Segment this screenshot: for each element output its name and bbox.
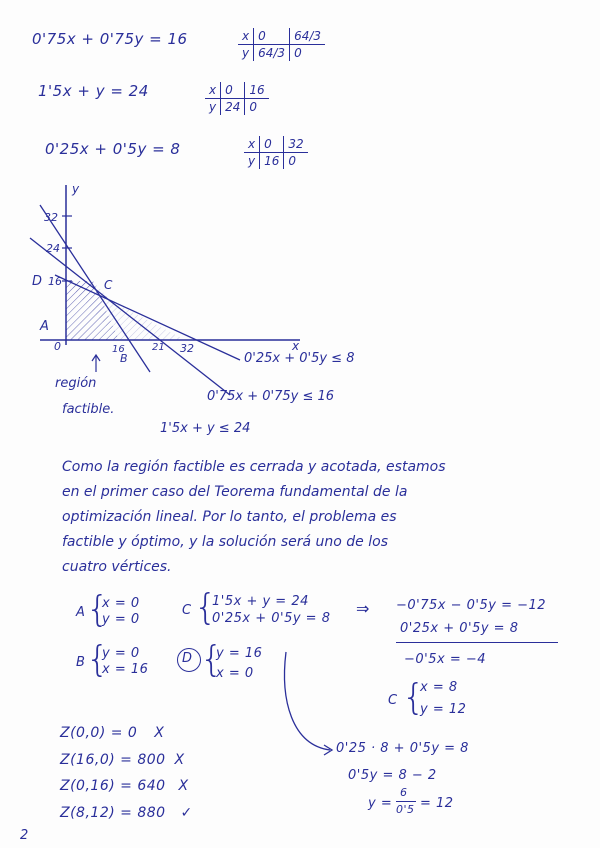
y-tick-16: 16: [48, 275, 62, 288]
explanation-paragraph: [62, 455, 572, 580]
table-1-cell: 64/3: [290, 28, 325, 45]
table-3-x-label: x: [244, 136, 260, 153]
constraint-label-2: 0'75x + 0'75y ≤ 16: [207, 389, 335, 404]
c-result-y: y = 12: [420, 702, 467, 717]
page-number: 2: [20, 828, 29, 843]
vertex-A-label: A: [40, 319, 49, 334]
line-0-75x: [30, 238, 230, 395]
solve-line-1: −0'75x − 0'5y = −12: [396, 598, 547, 613]
objective-1-mark: X: [154, 725, 165, 741]
c-result-x: x = 8: [420, 680, 458, 695]
vertex-C-label: C: [104, 278, 113, 292]
table-3-cell: 0: [260, 136, 284, 153]
vertex-A-eq1: x = 0: [102, 596, 140, 611]
sum-line: [396, 642, 558, 643]
equation-1: 0'75x + 0'75y = 16: [32, 30, 188, 48]
objective-4-mark: ✓: [180, 805, 193, 821]
substitution-2: 0'5y = 8 − 2: [348, 768, 437, 783]
table-1-cell: 0: [254, 28, 290, 45]
substitution-1: 0'25 · 8 + 0'5y = 8: [336, 741, 469, 756]
x-tick-16: 16: [112, 344, 125, 355]
vertex-A-eq2: y = 0: [102, 612, 140, 627]
paragraph-line: cuatro vértices.: [62, 559, 172, 575]
vertex-C: C: [182, 603, 192, 618]
table-3-cell: 32: [284, 136, 308, 153]
vertex-D: D: [182, 651, 193, 666]
table-3-cell: 16: [260, 153, 284, 170]
vertex-D-eq1: y = 16: [216, 646, 263, 661]
constraint-label-1: 0'25x + 0'5y ≤ 8: [244, 351, 355, 366]
solve-result: −0'5x = −4: [404, 652, 487, 667]
substitution-3-rhs: = 12: [420, 796, 454, 811]
table-1-cell: 0: [294, 46, 302, 60]
vertex-C-eq2: 0'25x + 0'5y = 8: [212, 611, 331, 626]
implies-arrow: ⇒: [356, 599, 370, 618]
vertex-A: A: [76, 605, 86, 620]
table-2-x-label: x: [205, 82, 221, 99]
objective-3-expr: Z(0,16) = 640: [60, 778, 166, 794]
objective-2-mark: X: [174, 752, 185, 768]
substitution-3-num: 6: [400, 786, 408, 799]
table-2-cell: 0: [221, 82, 245, 99]
x-tick-32: 32: [180, 342, 194, 355]
region-label-1: región: [55, 376, 97, 391]
table-2-cell: 24: [221, 99, 245, 116]
paragraph-line: en el primer caso del Teorema fundamental de la: [62, 484, 408, 500]
objective-1-expr: Z(0,0) = 0: [60, 725, 138, 741]
vertex-B: B: [76, 655, 86, 670]
c-result-label: C: [388, 693, 398, 708]
table-1-y-label: y: [238, 45, 254, 62]
objective-4-expr: Z(8,12) = 880: [60, 805, 166, 821]
y-tick-24: 24: [46, 242, 60, 255]
table-3-y-label: y: [244, 153, 260, 170]
table-1-x-label: x: [238, 28, 254, 45]
paragraph-line: Como la región factible es cerrada y acotada, estamos: [62, 459, 446, 475]
vertex-B-eq2: x = 16: [102, 662, 149, 677]
equation-3: 0'25x + 0'5y = 8: [45, 140, 181, 158]
objective-2: [60, 752, 185, 768]
handwritten-page: 0'75x + 0'75y = 16 x 0 64/3 y 64/3 0 1'5x + y = 24 x 0 16 y 24 0 0'25x + 0'5y = 8 x 0 32 y 16 0 32 24 16 16 21 32 0 y x A B C D 0'25x + 0'5y ≤ 8 0'75x + 0'75y ≤ 16 1'5x + y ≤ 24 región factible. Como la región factible es cerrada y acotada, estamos en el primer caso del Teorema fundamental de la optimización lineal. Por lo tanto, el problema es factible y óptimo, y la solución será uno de los cuatro vértices. A { x = 0 y = 0 C { 1'5x + y = 24 0'25x + 0'5y = 8 ⇒ −0'75x − 0'5y = −12 0'25x + 0'5y = 8 −0'5x = −4 B { y = 0 x = 16 D { y = 16 x = 0 C { x = 8 y = 12 0'25 · 8 + 0'5y = 8 0'5y = 8 − 2 y = 6 0'5 = 12 Z(0,0) = 0 X Z(16,0) = 800 X Z(0,16) = 640 X Z(8,12) = 880 ✓ 2: [0, 0, 600, 848]
x-axis-label: x: [292, 339, 300, 353]
constraint-label-3: 1'5x + y ≤ 24: [160, 421, 251, 436]
vertex-B-label: B: [120, 352, 128, 365]
vertex-C-eq1: 1'5x + y = 24: [212, 594, 309, 609]
vertex-B-eq1: y = 0: [102, 646, 140, 661]
solve-line-2: 0'25x + 0'5y = 8: [400, 621, 519, 636]
equation-2: 1'5x + y = 24: [38, 82, 149, 100]
table-1-cell: 64/3: [254, 45, 290, 62]
objective-2-expr: Z(16,0) = 800: [60, 752, 166, 768]
objective-4: [60, 805, 193, 821]
objective-1: [60, 725, 164, 741]
origin-label: 0: [54, 340, 61, 353]
fraction-bar: [396, 801, 416, 802]
table-2-cell: 16: [245, 82, 269, 99]
paragraph-line: optimización lineal. Por lo tanto, el problema es: [62, 509, 397, 525]
table-2-y-label: y: [205, 99, 221, 116]
table-2-cell: 0: [249, 100, 258, 114]
paragraph-line: factible y óptimo, y la solución será uno de los: [62, 534, 388, 550]
vertex-D-eq2: x = 0: [216, 666, 254, 681]
objective-3: [60, 778, 189, 794]
region-label-2: factible.: [62, 402, 115, 417]
y-axis-label: y: [72, 182, 80, 196]
vertex-D-label: D: [32, 274, 43, 289]
objective-3-mark: X: [178, 778, 189, 794]
table-3-cell: 0: [288, 154, 297, 168]
substitution-3-den: 0'5: [396, 803, 415, 816]
y-tick-32: 32: [44, 211, 58, 224]
substitution-3-lhs: y =: [368, 796, 393, 811]
x-tick-21: 21: [152, 342, 165, 353]
